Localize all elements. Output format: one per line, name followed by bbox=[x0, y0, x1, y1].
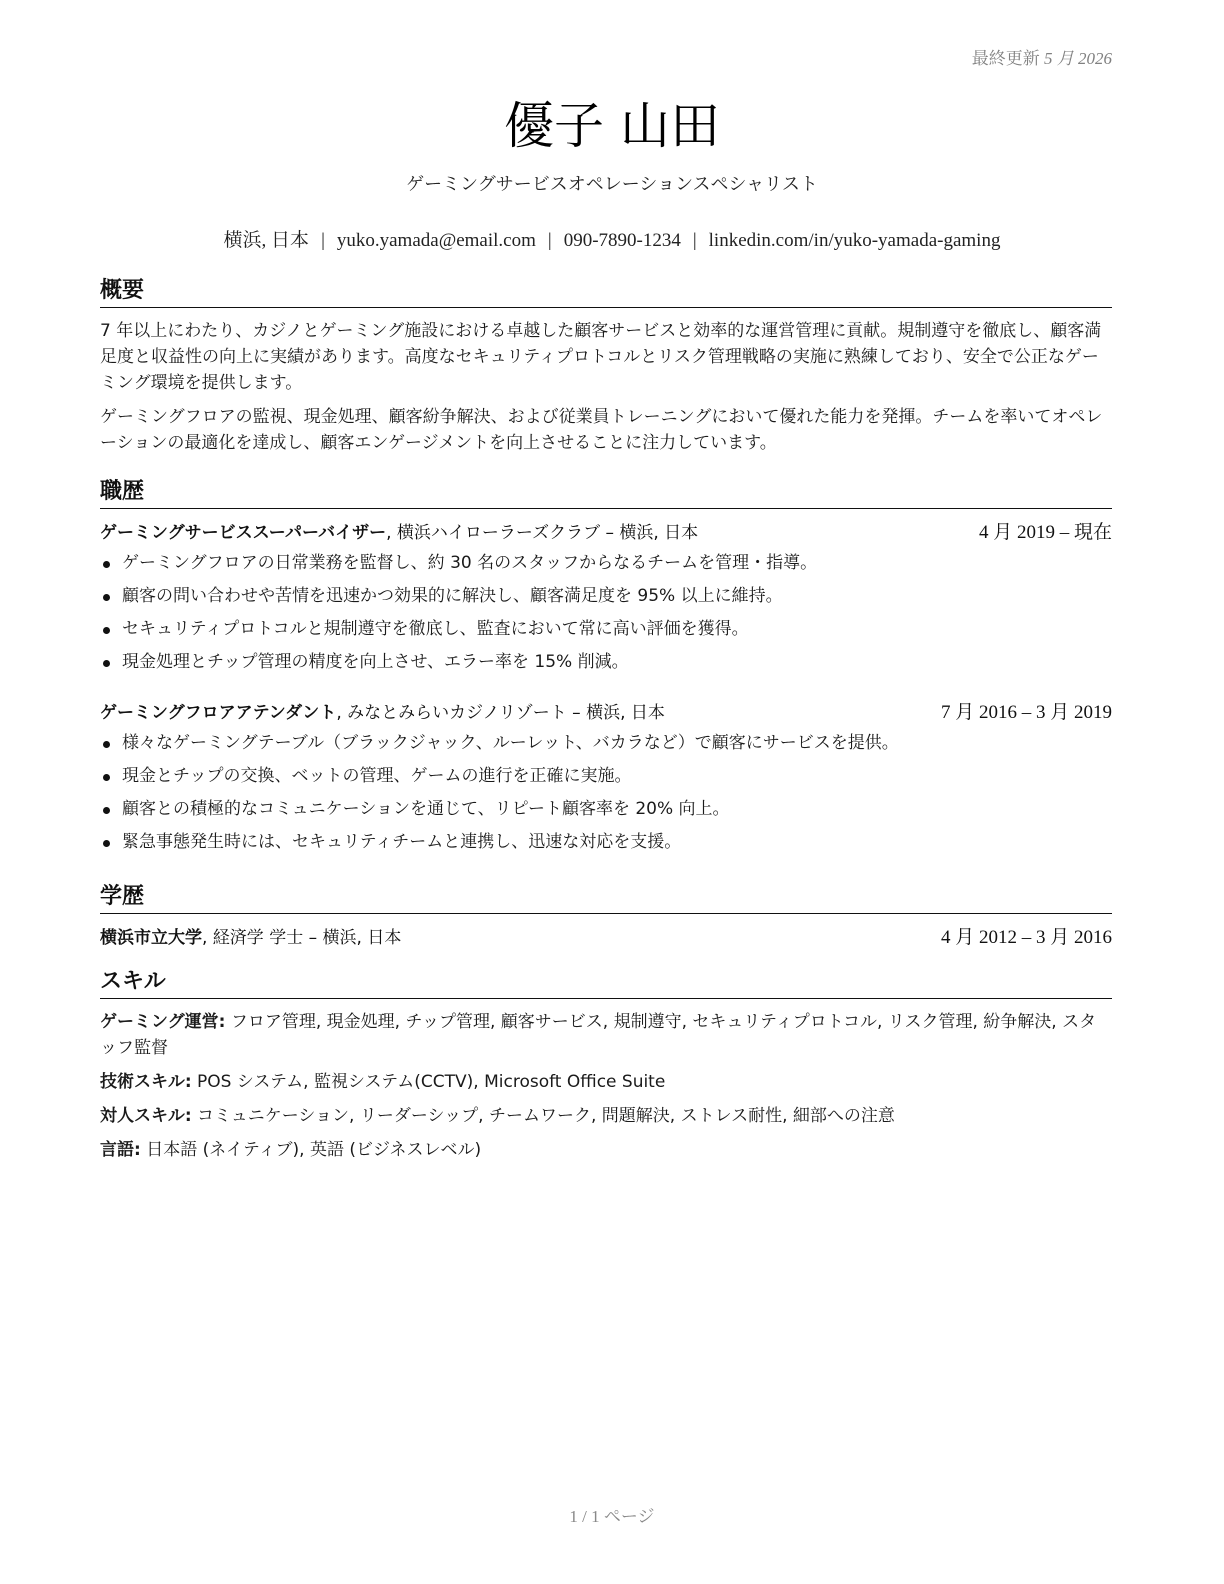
skill-value: フロア管理, 現金処理, チップ管理, 顧客サービス, 規制遵守, セキュリティプロトコル, リスク管理, 紛争解決, スタッフ監督 bbox=[100, 1012, 1097, 1058]
skill-line bbox=[100, 1009, 1112, 1061]
skill-line bbox=[100, 1069, 1112, 1095]
job-title-line bbox=[100, 519, 698, 547]
education-section bbox=[100, 883, 1112, 952]
job-header bbox=[100, 699, 1112, 727]
contact-separator: | bbox=[547, 230, 552, 251]
job-entry bbox=[100, 699, 1112, 859]
job-dates: 4 月 2019 – 現在 bbox=[978, 522, 1112, 543]
job-header bbox=[100, 519, 1112, 547]
skills-title: スキル bbox=[100, 968, 1112, 999]
job-dates: 7 月 2016 – 3 月 2019 bbox=[940, 702, 1112, 723]
contact-separator: | bbox=[692, 230, 697, 251]
candidate-headline: ゲーミングサービスオペレーションスペシャリスト bbox=[406, 174, 818, 195]
skill-value: 日本語 (ネイティブ), 英語 (ビジネスレベル) bbox=[140, 1140, 482, 1160]
job-bullet: 緊急事態発生時には、セキュリティチームと連携し、迅速な対応を支援。 bbox=[100, 826, 1112, 859]
skill-label: 技術スキル: bbox=[100, 1072, 192, 1092]
last-updated-label: 最終更新 bbox=[971, 49, 1040, 68]
job-org: , 横浜ハイローラーズクラブ – 横浜, 日本 bbox=[386, 523, 699, 543]
skill-label: ゲーミング運営: bbox=[100, 1012, 226, 1032]
job-bullets bbox=[100, 727, 1112, 859]
experience-section bbox=[100, 478, 1112, 859]
education-title: 学歴 bbox=[100, 883, 1112, 914]
skill-line bbox=[100, 1103, 1112, 1129]
contact-phone: 090-7890-1234 bbox=[563, 230, 681, 251]
job-role: ゲーミングフロアアテンダント bbox=[100, 703, 337, 723]
job-entry bbox=[100, 519, 1112, 679]
last-updated-date: 5 月 2026 bbox=[1044, 49, 1112, 68]
job-title-line bbox=[100, 699, 665, 727]
job-bullet: セキュリティプロトコルと規制遵守を徹底し、監査において常に高い評価を獲得。 bbox=[100, 613, 1112, 646]
contact-location: 横浜, 日本 bbox=[223, 230, 310, 251]
job-org: , みなとみらいカジノリゾート – 横浜, 日本 bbox=[336, 703, 665, 723]
job-bullet: ゲーミングフロアの日常業務を監督し、約 30 名のスタッフからなるチームを管理・指導。 bbox=[100, 547, 1112, 580]
candidate-name: 優子 山田 bbox=[504, 97, 720, 155]
page-indicator: 1 / 1 ページ bbox=[569, 1507, 655, 1526]
job-bullet: 様々なゲーミングテーブル（ブラックジャック、ルーレット、バカラなど）で顧客にサービスを提供。 bbox=[100, 727, 1112, 760]
skills-section bbox=[100, 968, 1112, 1171]
contact-line bbox=[0, 225, 1224, 252]
summary-paragraph: ゲーミングフロアの監視、現金処理、顧客紛争解決、および従業員トレーニングにおいて優れた能力を発揮。チームを率いてオペレーションの最適化を達成し、顧客エンゲージメントを向上させることに注力しています。 bbox=[100, 407, 1103, 453]
experience-title: 職歴 bbox=[100, 478, 1112, 509]
contact-linkedin[interactable]: linkedin.com/in/yuko-yamada-gaming bbox=[708, 230, 1001, 251]
education-dates: 4 月 2012 – 3 月 2016 bbox=[940, 927, 1112, 948]
skill-line bbox=[100, 1137, 1112, 1163]
education-line bbox=[100, 924, 401, 952]
skill-label: 言語: bbox=[100, 1140, 141, 1160]
last-updated bbox=[972, 44, 1112, 69]
contact-separator: | bbox=[321, 230, 325, 251]
skill-value: コミュニケーション, リーダーシップ, チームワーク, 問題解決, ストレス耐性, 細部への注意 bbox=[191, 1106, 895, 1126]
summary-paragraph: 7 年以上にわたり、カジノとゲーミング施設における卓越した顧客サービスと効率的な運営管理に貢献。規制遵守を徹底し、顧客満足度と収益性の向上に実績があります。高度なセキュリティプロトコルとリスク管理戦略の実施に熟練しており、安全で公正なゲーミング環境を提供します。 bbox=[100, 321, 1102, 393]
education-entry bbox=[100, 924, 1112, 952]
job-bullet: 顧客との積極的なコミュニケーションを通じて、リピート顧客率を 20% 向上。 bbox=[100, 793, 1112, 826]
job-bullets bbox=[100, 547, 1112, 679]
contact-email[interactable]: yuko.yamada@email.com bbox=[336, 230, 536, 251]
education-school: 横浜市立大学 bbox=[100, 928, 202, 948]
summary-section bbox=[100, 277, 1112, 464]
job-bullet: 顧客の問い合わせや苦情を迅速かつ効果的に解決し、顧客満足度を 95% 以上に維持。 bbox=[100, 580, 1112, 613]
education-detail: , 経済学 学士 – 横浜, 日本 bbox=[202, 928, 402, 948]
skill-value: POS システム, 監視システム(CCTV), Microsoft Office Suite bbox=[191, 1072, 666, 1092]
skill-label: 対人スキル: bbox=[100, 1106, 192, 1126]
summary-title: 概要 bbox=[100, 277, 1112, 308]
job-bullet: 現金とチップの交換、ベットの管理、ゲームの進行を正確に実施。 bbox=[100, 760, 1112, 793]
job-bullet: 現金処理とチップ管理の精度を向上させ、エラー率を 15% 削減。 bbox=[100, 646, 1112, 679]
job-role: ゲーミングサービススーパーバイザー bbox=[100, 523, 387, 543]
